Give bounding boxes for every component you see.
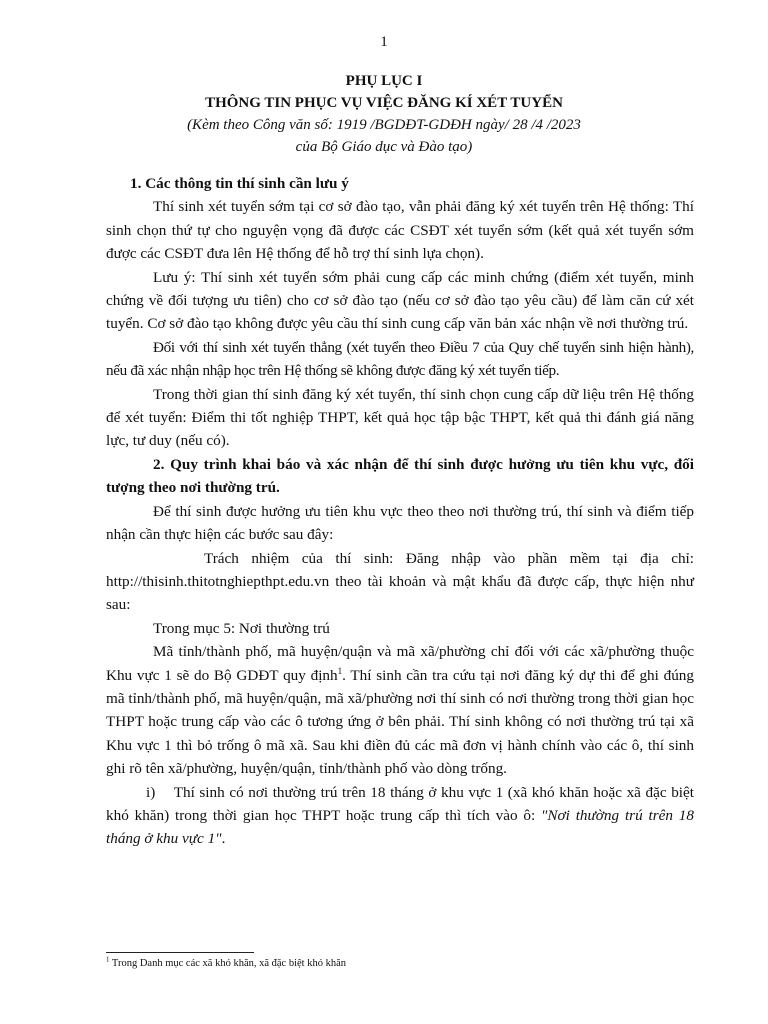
footnote-text: Trong Danh mục các xã khó khăn, xã đặc biệt khó khăn (109, 958, 346, 969)
section-2-paragraph-4 (106, 640, 694, 780)
list-item-i (106, 781, 694, 851)
list-item-i-end: . (221, 830, 226, 848)
section-2-heading: 2. Quy trình khai báo và xác nhận để thí sinh được hưởng ưu tiên khu vực, đối tượng theo nơi thường trú. (106, 455, 694, 497)
paragraph-4-text-b: . Thí sinh cần tra cứu tại nơi đăng ký dự thi để ghi đúng mã tỉnh/thành phố, mã huyện/quận, mã xã/phường nơi thí sinh có nơi thường trong thời gian học THPT hoặc trung cấp vào các ô tương ứng ở bên phải. Thí sinh không có nơi thường trú tại xã Khu vực 1 thì bỏ trống ô mã xã. Sau khi điền đủ các mã đơn vị hành chính vào các ô, thí sinh ghi rõ tên xã/phường, huyện/quận, tỉnh/thành phố vào dòng trống. (106, 666, 694, 778)
list-item-i-quote: "Nơi thường trú trên 18 tháng ở khu vực 1" (106, 806, 694, 848)
appendix-title: PHỤ LỤC I (345, 73, 423, 89)
section-1-paragraph-2: Lưu ý: Thí sinh xét tuyển sớm phải cung cấp các minh chứng (điểm xét tuyển, minh chứng về đối tượng ưu tiên) cho cơ sở đào tạo (nếu cơ sở đào tạo yêu cầu) để làm căn cứ xét tuyển. Cơ sở đào tạo không được yêu cầu thí sinh cung cấp văn bản xác nhận về nơi thường trú. (106, 268, 694, 333)
section-1-paragraph-3: Đối với thí sinh xét tuyển thẳng (xét tuyển theo Điều 7 của Quy chế tuyển sinh hiện hành), nếu đã xác nhận nhập học trên Hệ thống sẽ không được đăng ký xét tuyển tiếp. (106, 338, 694, 380)
footnote-reference[interactable]: 1 (337, 665, 343, 676)
section-1-heading: 1. Các thông tin thí sinh cần lưu ý (130, 175, 349, 192)
document-body (106, 172, 694, 851)
section-1-paragraph-1: Thí sinh xét tuyển sớm tại cơ sở đào tạo, vẫn phải đăng ký xét tuyển trên Hệ thống: Thí sinh chọn thứ tự cho nguyện vọng đã được các CSĐT xét tuyển sớm (kết quả xét tuyển sớm được các CSĐT đưa lên Hệ thống để hỗ trợ thí sinh lựa chọn). (106, 198, 694, 263)
section-2-paragraph-3: Trong mục 5: Nơi thường trú (153, 619, 330, 637)
footnote-separator (106, 952, 254, 953)
section-2-paragraph-1: Để thí sinh được hưởng ưu tiên khu vực theo theo nơi thường trú, thí sinh và điểm tiếp nhận cần thực hiện các bước sau đây: (106, 502, 694, 544)
footnote (106, 955, 346, 969)
section-2-paragraph-2: Trách nhiệm của thí sinh: Đăng nhập vào phần mềm tại địa chỉ: http://thisinh.thitotnghiepthpt.edu.vn theo tài khoản và mật khẩu đã được cấp, thực hiện như sau: (106, 549, 694, 614)
appendix-subtitle: THÔNG TIN PHỤC VỤ VIỆC ĐĂNG KÍ XÉT TUYỂN (205, 95, 563, 111)
reference-line-1: (Kèm theo Công văn số: 1919 /BGDĐT-GDĐH ngày/ 28 /4 /2023 (187, 117, 581, 133)
footnote-marker: 1 (106, 955, 110, 964)
reference-line-2: của Bộ Giáo dục và Đào tạo) (295, 139, 473, 155)
list-item-i-marker: i) (146, 783, 156, 801)
list-item-i-text: Thí sinh có nơi thường trú trên 18 tháng ở khu vực 1 (xã khó khăn hoặc xã đặc biệt khó khăn) trong thời gian học THPT hoặc trung cấp thì tích vào ô: (106, 783, 694, 824)
paragraph-4-text-a: Mã tỉnh/thành phố, mã huyện/quận và mã xã/phường chỉ đối với các xã/phường thuộc Khu vực 1 sẽ do Bộ GDĐT quy định (106, 643, 694, 684)
section-1-paragraph-4: Trong thời gian thí sinh đăng ký xét tuyển, thí sinh chọn cung cấp dữ liệu trên Hệ thống để xét tuyển: Điểm thi tốt nghiệp THPT, kết quả học tập bậc THPT, kết quả thi đánh giá năng lực, tư duy (nếu có). (106, 385, 694, 450)
page-number: 1 (380, 34, 388, 50)
document-header (0, 70, 768, 158)
